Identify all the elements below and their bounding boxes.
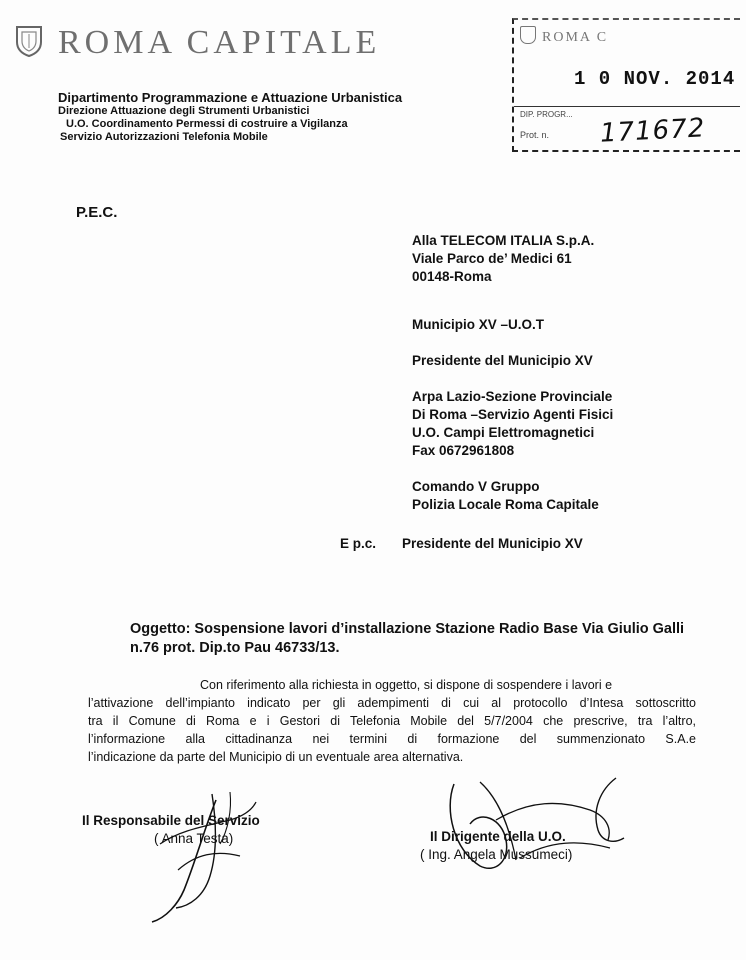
stamp-date: 1 0 NOV. 2014	[574, 68, 736, 90]
body-line: l’attivazione dell’impianto indicato per gli adempimenti di cui al protocollo d’Intesa sottoscritto	[88, 696, 696, 710]
roma-capitale-wordmark: ROMA CAPITALE	[58, 24, 381, 61]
subject-line: Oggetto: Sospensione lavori d’installazione Stazione Radio Base Via Giulio Galli	[130, 621, 685, 637]
signature-left-name: ( Anna Testa)	[154, 831, 234, 846]
recipient-arpa	[412, 388, 613, 460]
cc-label: E p.c.	[340, 536, 377, 551]
signature-right	[420, 828, 573, 864]
recipient-line: Arpa Lazio-Sezione Provinciale	[412, 389, 613, 404]
subject-line: n.76 prot. Dip.to Pau 46733/13.	[130, 640, 340, 656]
recipient-municipio-uot	[412, 316, 613, 334]
recipient-polizia	[412, 478, 613, 514]
recipient-line: Comando V Gruppo	[412, 479, 540, 494]
service-name: Servizio Autorizzazioni Telefonia Mobile	[60, 131, 268, 143]
stamp-header	[520, 26, 608, 46]
unit-name: U.O. Coordinamento Permessi di costruire a Vigilanza	[66, 118, 348, 130]
recipient-line: Alla TELECOM ITALIA S.p.A.	[412, 233, 595, 248]
signature-left-role: Il Responsabile del Servizio	[82, 813, 260, 828]
recipient-telecom	[412, 232, 613, 286]
cc-recipient: Presidente del Municipio XV	[402, 536, 583, 551]
signature-right-role: Il Dirigente della U.O.	[430, 829, 566, 844]
subject-block	[130, 620, 746, 658]
stamp-header-text: ROMA C	[542, 30, 609, 45]
recipient-line: Viale Parco de’ Medici 61	[412, 251, 572, 266]
body-paragraph	[88, 676, 696, 766]
recipient-line: U.O. Campi Elettromagnetici	[412, 425, 595, 440]
cc-block	[340, 536, 583, 551]
protocol-number: 171672	[599, 113, 706, 149]
stamp-divider	[514, 106, 740, 107]
recipient-line: Presidente del Municipio XV	[412, 353, 593, 368]
recipients-block	[412, 232, 613, 532]
body-line: l’informazione alla cittadinanza nei termini di formazione del summenzionato S.A.e	[88, 732, 696, 746]
stamp-seal-icon	[520, 26, 536, 44]
recipient-line: Di Roma –Servizio Agenti Fisici	[412, 407, 614, 422]
body-line: tra il Comune di Roma e i Gestori di Telefonia Mobile del 5/7/2004 che prescrive, tra l’altro,	[88, 714, 696, 728]
department-name: Dipartimento Programmazione e Attuazione Urbanistica	[58, 90, 403, 105]
body-line: l’indicazione da parte del Municipio di un eventuale area alternativa.	[88, 750, 464, 764]
direction-name: Direzione Attuazione degli Strumenti Urbanistici	[58, 105, 310, 117]
recipient-line: Fax 0672961808	[412, 443, 515, 458]
department-block	[58, 90, 402, 144]
stamp-dip-label: DIP. PROGR...	[520, 110, 573, 119]
signature-right-name: ( Ing. Angela Mussumeci)	[420, 847, 573, 862]
stamp-prot-label: Prot. n.	[520, 130, 550, 140]
roma-capitale-seal-icon	[14, 24, 44, 58]
recipient-line: Municipio XV –U.O.T	[412, 317, 545, 332]
body-line: Con riferimento alla richiesta in oggetto, si dispone di sospendere i lavori e	[200, 678, 613, 692]
recipient-line: 00148-Roma	[412, 269, 492, 284]
signature-left-handwriting	[120, 780, 270, 930]
pec-label: P.E.C.	[76, 204, 118, 221]
protocol-stamp	[512, 18, 740, 152]
recipient-line: Polizia Locale Roma Capitale	[412, 497, 599, 512]
recipient-presidente	[412, 352, 613, 370]
signature-left	[82, 812, 260, 848]
